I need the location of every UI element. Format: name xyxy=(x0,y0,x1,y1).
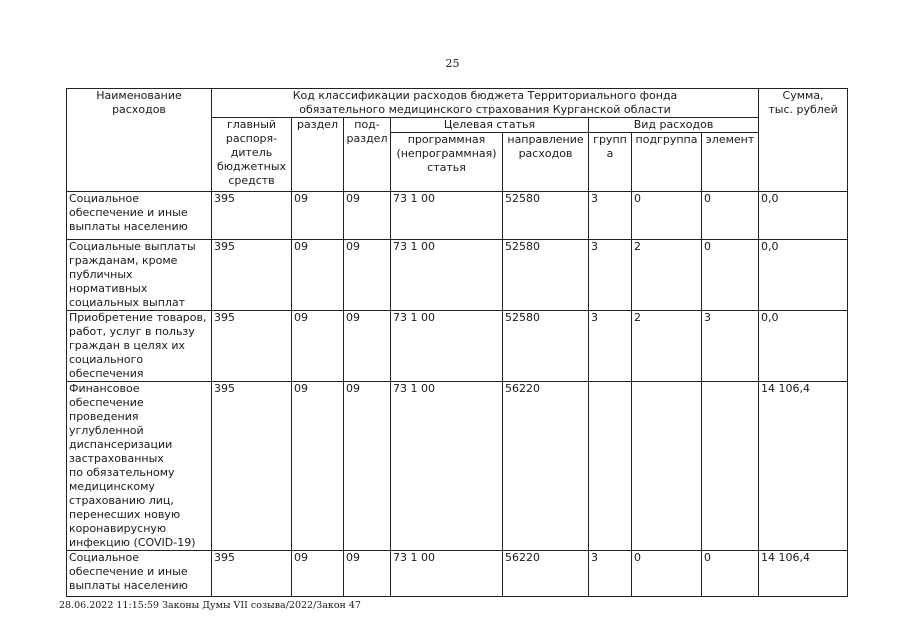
cell-name: Социальное обеспечение и иные выплаты населению xyxy=(67,192,212,240)
cell-direction: 52580 xyxy=(503,240,589,311)
header-code-group: Код классификации расходов бюджета Территориального фонда обязательного медицинского страхования Курганской области xyxy=(212,89,759,118)
cell-group: 3 xyxy=(589,192,632,240)
cell-direction: 52580 xyxy=(503,192,589,240)
header-sum: Сумма, тыс. рублей xyxy=(759,89,848,192)
table-row xyxy=(67,192,848,240)
cell-subgroup xyxy=(632,382,702,551)
header-main-manager: главный распоря- дитель бюджетных средств xyxy=(212,118,292,192)
cell-program: 73 1 00 xyxy=(391,192,503,240)
header-subsection: под- раздел xyxy=(344,118,391,192)
header-name: Наименование расходов xyxy=(67,89,212,192)
cell-element: 3 xyxy=(702,311,759,382)
cell-group: 3 xyxy=(589,240,632,311)
cell-section: 09 xyxy=(292,382,344,551)
cell-element xyxy=(702,382,759,551)
cell-section: 09 xyxy=(292,192,344,240)
cell-manager: 395 xyxy=(212,382,292,551)
cell-element: 0 xyxy=(702,551,759,597)
header-program: программная (непрограммная) статья xyxy=(391,133,503,192)
cell-program: 73 1 00 xyxy=(391,311,503,382)
cell-direction: 52580 xyxy=(503,311,589,382)
cell-subsection: 09 xyxy=(344,192,391,240)
table-row xyxy=(67,311,848,382)
cell-direction: 56220 xyxy=(503,382,589,551)
cell-program: 73 1 00 xyxy=(391,551,503,597)
cell-manager: 395 xyxy=(212,311,292,382)
cell-sum: 0,0 xyxy=(759,192,848,240)
header-section: раздел xyxy=(292,118,344,192)
table-row xyxy=(67,551,848,597)
cell-group: 3 xyxy=(589,551,632,597)
header-row-1 xyxy=(67,89,848,118)
cell-subgroup: 0 xyxy=(632,551,702,597)
cell-section: 09 xyxy=(292,311,344,382)
cell-sum: 0,0 xyxy=(759,240,848,311)
header-group: группа xyxy=(589,133,632,192)
cell-name: Приобретение товаров, работ, услуг в пользу граждан в целях их социального обеспечения xyxy=(67,311,212,382)
cell-subsection: 09 xyxy=(344,382,391,551)
cell-subsection: 09 xyxy=(344,240,391,311)
cell-group: 3 xyxy=(589,311,632,382)
cell-name: Социальное обеспечение и иные выплаты населению xyxy=(67,551,212,597)
page-number: 25 xyxy=(445,57,460,70)
cell-element: 0 xyxy=(702,240,759,311)
budget-table xyxy=(66,88,848,597)
cell-name: Социальные выплаты гражданам, кроме публичных нормативных социальных выплат xyxy=(67,240,212,311)
cell-element: 0 xyxy=(702,192,759,240)
header-direction: направление расходов xyxy=(503,133,589,192)
cell-direction: 56220 xyxy=(503,551,589,597)
cell-manager: 395 xyxy=(212,551,292,597)
footer-stamp: 28.06.2022 11:15:59 Законы Думы VII созыва/2022/Закон 47 xyxy=(59,600,361,611)
cell-group xyxy=(589,382,632,551)
cell-subgroup: 2 xyxy=(632,311,702,382)
cell-manager: 395 xyxy=(212,192,292,240)
cell-sum: 14 106,4 xyxy=(759,551,848,597)
header-subgroup: подгруппа xyxy=(632,133,702,192)
cell-section: 09 xyxy=(292,240,344,311)
cell-program: 73 1 00 xyxy=(391,382,503,551)
cell-manager: 395 xyxy=(212,240,292,311)
cell-program: 73 1 00 xyxy=(391,240,503,311)
table-row xyxy=(67,240,848,311)
cell-section: 09 xyxy=(292,551,344,597)
cell-subsection: 09 xyxy=(344,551,391,597)
header-element: элемент xyxy=(702,133,759,192)
header-target-item: Целевая статья xyxy=(391,118,589,133)
table-row xyxy=(67,382,848,551)
cell-name: Финансовое обеспечение проведения углубленной диспансеризации застрахованных по обязательному медицинскому страхованию лиц, перенесших новую коронавирусную инфекцию (COVID-19) xyxy=(67,382,212,551)
cell-sum: 0,0 xyxy=(759,311,848,382)
cell-subsection: 09 xyxy=(344,311,391,382)
cell-sum: 14 106,4 xyxy=(759,382,848,551)
header-expense-type: Вид расходов xyxy=(589,118,759,133)
cell-subgroup: 0 xyxy=(632,192,702,240)
cell-subgroup: 2 xyxy=(632,240,702,311)
